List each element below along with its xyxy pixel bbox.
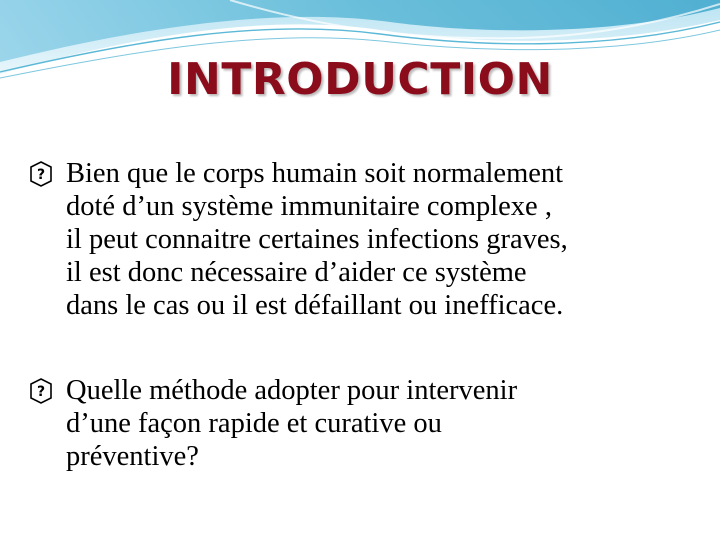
bullet-text-line: préventive?	[66, 441, 199, 472]
unknown-glyph-box-icon	[30, 378, 52, 404]
bullet-item	[30, 374, 700, 473]
bullet-text-line: doté d’un système immunitaire complexe ,	[66, 191, 552, 222]
unknown-glyph-box-icon	[30, 161, 52, 187]
slide-title: INTRODUCTION	[167, 54, 553, 105]
bullet-text-line: il peut connaitre certaines infections graves,	[66, 224, 568, 255]
bullet-text-line: d’une façon rapide et curative ou	[66, 408, 442, 439]
bullet-text-line: Quelle méthode adopter pour intervenir	[66, 375, 518, 406]
bullet-text-line: il est donc nécessaire d’aider ce système	[66, 257, 527, 288]
svg-text:?: ?	[36, 167, 46, 183]
bullet-item	[30, 157, 700, 322]
bullet-list	[30, 157, 700, 473]
svg-text:?: ?	[36, 384, 46, 400]
bullet-text-line: Bien que le corps humain soit normalement	[66, 158, 564, 189]
bullet-text-line: dans le cas ou il est défaillant ou inefficace.	[66, 290, 564, 321]
